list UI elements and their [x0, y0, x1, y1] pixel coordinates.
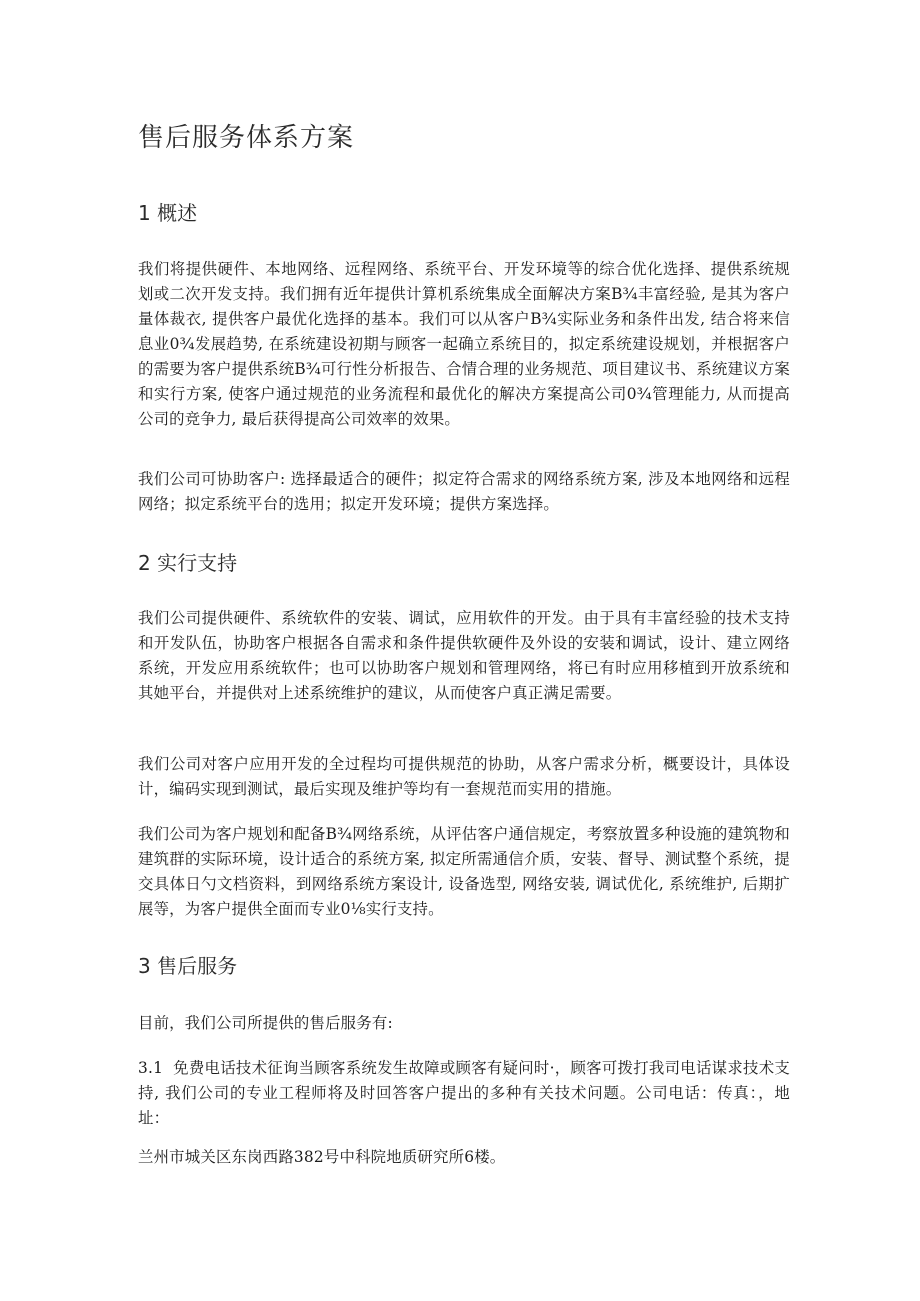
implementation-paragraph-3: 我们公司为客户规划和配备B¾网络系统，从评估客户通信规定，考察放置多种设施的建筑物和建筑群的实际环境，设计适合的系统方案, 拟定所需通信介质，安装、督导、测试整个系统，提交具体日勺文档资料，到网络系统方案设计, 设备选型, 网络安装, 调试优化, 系统维护, 后期扩展等，为客户提供全面而专业0⅛实行支持。 [138, 825, 790, 918]
section-heading-implementation: 2 实行支持 [138, 551, 238, 575]
section-heading-overview: 1 概述 [138, 201, 198, 225]
implementation-paragraph-1: 我们公司提供硬件、系统软件的安装、调试，应用软件的开发。由于具有丰富经验的技术支持和开发队伍，协助客户根据各自需求和条件提供软硬件及外设的安装和调试，设计、建立网络系统，开发应用系统软件；也可以协助客户规划和管理网络，将已有时应用移植到开放系统和其她平台，并提供对上述系统维护的建议，从而使客户真正满足需要。 [138, 609, 790, 702]
overview-paragraph-1: 我们将提供硬件、本地网络、远程网络、系统平台、开发环境等的综合优化选择、提供系统规划或二次开发支持。我们拥有近年提供计算机系统集成全面解决方案B¾丰富经验, 是其为客户量体裁衣, 提供客户最优化选择的基本。我们可以从客户B¾实际业务和条件出发, 结合将来信息业0¾发展趋势, 在系统建设初期与顾客一起确立系统目的，拟定系统建设规划，并根据客户的需要为客户提供系统B¾可行性分析报告、合情合理的业务规范、项目建议书、系统建议方案和实行方案, 使客户通过规范的业务流程和最优化的解决方案提高公司0¾管理能力, 从而提高公司的竞争力, 最后获得提高公司效率的效果。 [138, 260, 790, 428]
item-number: 3.1 [138, 1059, 164, 1077]
document-title: 售后服务体系方案 [138, 123, 355, 153]
overview-paragraph-2: 我们公司可协助客户: 选择最适合的硬件；拟定符合需求的网络系统方案, 涉及本地网络和远程网络；拟定系统平台的选用；拟定开发环境；提供方案选择。 [138, 470, 790, 513]
section-heading-after-sales: 3 售后服务 [138, 954, 238, 978]
after-sales-item-3-1 [138, 1056, 790, 1131]
implementation-paragraph-2: 我们公司对客户应用开发的全过程均可提供规范的协助，从客户需求分析，概要设计，具体设计，编码实现到测试，最后实现及维护等均有一套规范而实用的措施。 [138, 755, 790, 798]
item-text: 免费电话技术征询当顾客系统发生故障或顾客有疑问时·，顾客可拨打我司电话谋求技术支持, 我们公司的专业工程师将及时回答客户提出的多种有关技术问题。公司电话：传真：，地址： [138, 1059, 790, 1127]
after-sales-intro: 目前，我们公司所提供的售后服务有: [138, 1014, 393, 1032]
company-address: 兰州市城关区东岗西路382号中科院地质研究所6楼。 [138, 1148, 506, 1166]
